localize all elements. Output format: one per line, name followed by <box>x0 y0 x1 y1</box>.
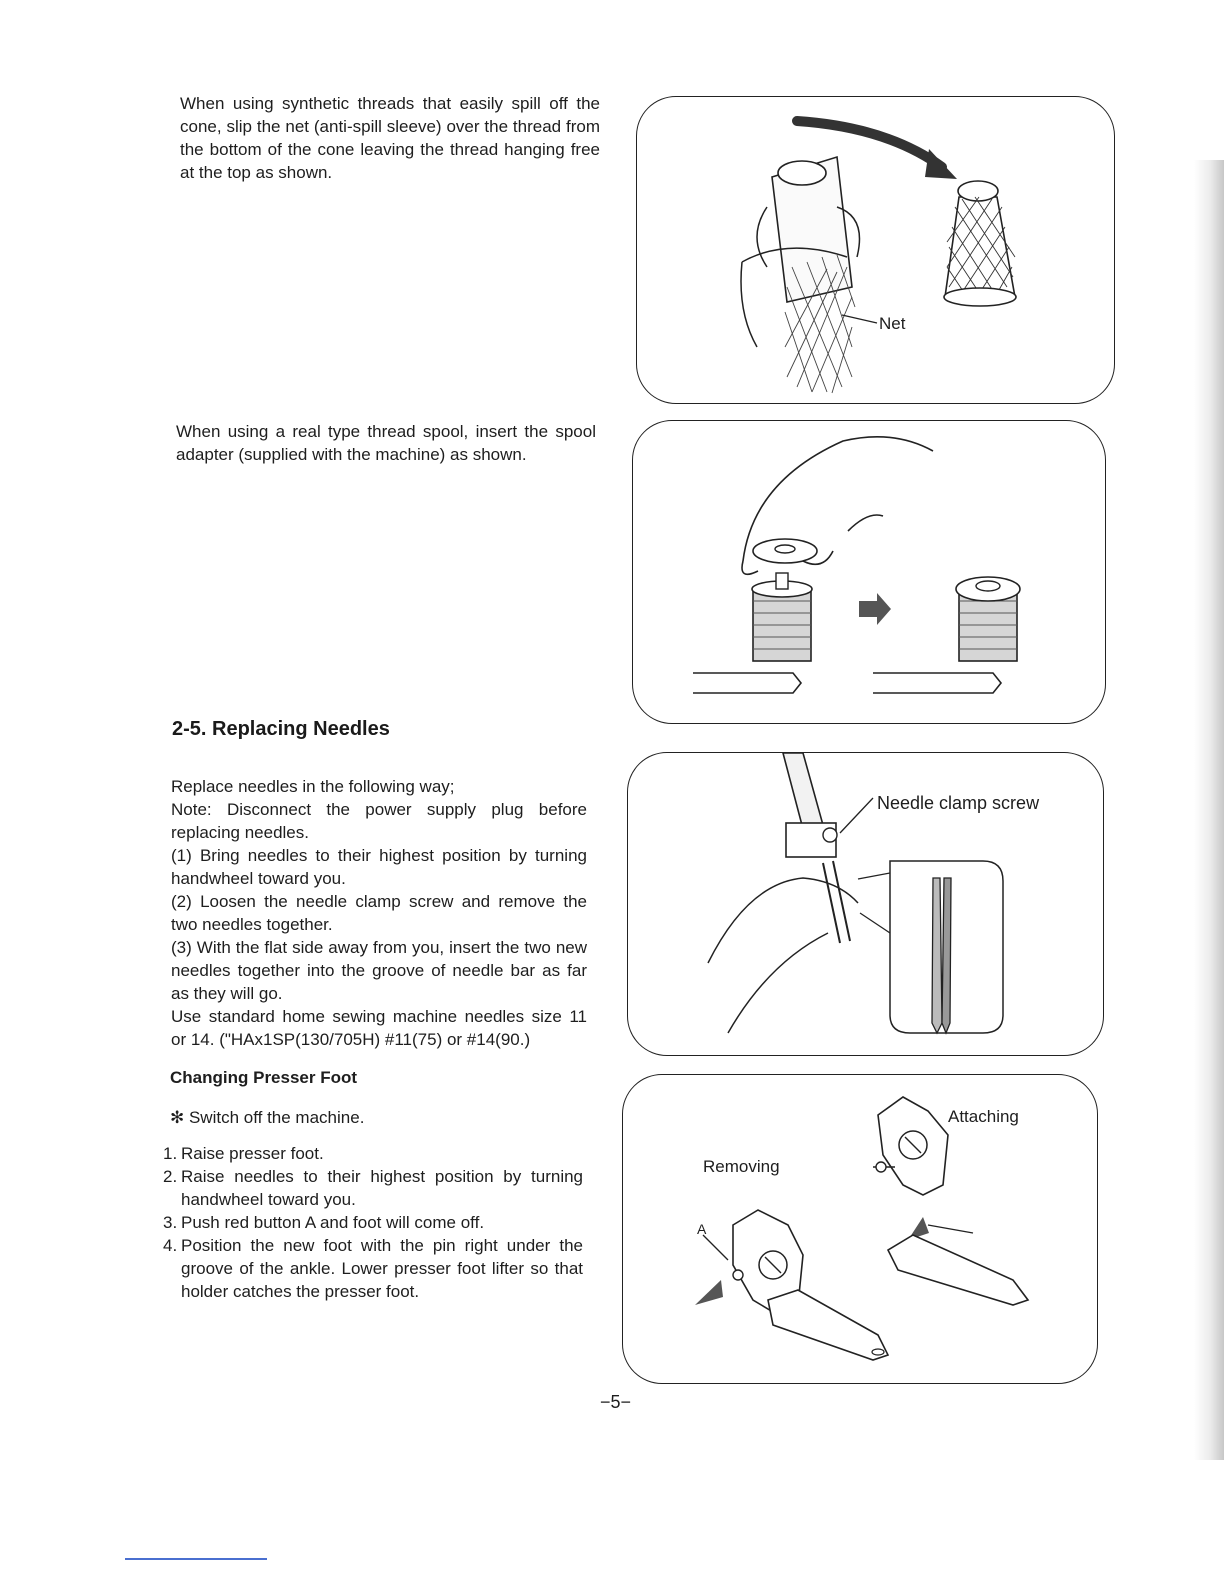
step-item <box>163 1234 583 1303</box>
figure-spool-adapter <box>632 420 1106 724</box>
step-number: 2. <box>163 1167 178 1186</box>
replacing-needles-body <box>171 775 587 1051</box>
needle-line: Use standard home sewing machine needles size 11 or 14. ("HAx1SP(130/705H) #11(75) or #14(90.) <box>171 1007 587 1049</box>
step-item <box>163 1165 583 1211</box>
needle-clamp-screw-label: Needle clamp screw <box>877 793 1040 813</box>
figure-net-cone <box>636 96 1115 404</box>
step-text: Raise needles to their highest position by turning handwheel toward you. <box>181 1167 583 1209</box>
needle-line: Replace needles in the following way; <box>171 777 455 796</box>
step-item <box>163 1142 583 1165</box>
step-number: 1. <box>163 1144 178 1163</box>
needle-line: (2) Loosen the needle clamp screw and remove the two needles together. <box>171 892 587 934</box>
net-instructions: When using synthetic threads that easily spill off the cone, slip the net (anti-spill sleeve) over the thread from the bottom of the cone leaving the thread hanging free at the top as shown. <box>180 94 600 182</box>
arrow-icon <box>925 149 957 179</box>
arrow-right-icon <box>859 593 891 625</box>
figure-presser-foot <box>622 1074 1098 1384</box>
attaching-label: Attaching <box>948 1107 1019 1126</box>
step-number: 4. <box>163 1236 178 1255</box>
presser-foot-steps <box>163 1142 583 1303</box>
page-number: −5− <box>600 1392 632 1412</box>
button-a-label: A <box>697 1221 707 1237</box>
step-number: 3. <box>163 1213 178 1232</box>
spool-adapter-illustration <box>633 421 1105 723</box>
net-cone-illustration <box>637 97 1114 403</box>
needle-line: Note: Disconnect the power supply plug before replacing needles. <box>171 800 587 842</box>
presser-foot-illustration <box>623 1075 1097 1383</box>
scan-edge-shadow <box>1194 160 1224 1460</box>
arrow-push-icon <box>695 1280 723 1305</box>
replacing-needles-heading: 2-5. Replacing Needles <box>172 718 390 740</box>
step-item <box>163 1211 583 1234</box>
spool-instructions: When using a real type thread spool, insert the spool adapter (supplied with the machine) as shown. <box>176 422 596 464</box>
step-text: Position the new foot with the pin right under the groove of the ankle. Lower presser foot lifter so that holder catches the presser foot. <box>181 1236 583 1301</box>
needle-line: (3) With the flat side away from you, insert the two new needles together into the groove of needle bar as far as they will go. <box>171 938 587 1003</box>
step-text: Raise presser foot. <box>181 1144 324 1163</box>
needle-line: (1) Bring needles to their highest position by turning handwheel toward you. <box>171 846 587 888</box>
switch-off-note: ✻ Switch off the machine. <box>170 1108 365 1127</box>
step-text: Push red button A and foot will come off. <box>181 1213 485 1232</box>
removing-label: Removing <box>703 1157 780 1176</box>
net-label: Net <box>879 314 906 333</box>
figure-needle-clamp <box>627 752 1104 1056</box>
scan-underline <box>125 1558 267 1560</box>
changing-presser-foot-heading: Changing Presser Foot <box>170 1068 358 1087</box>
